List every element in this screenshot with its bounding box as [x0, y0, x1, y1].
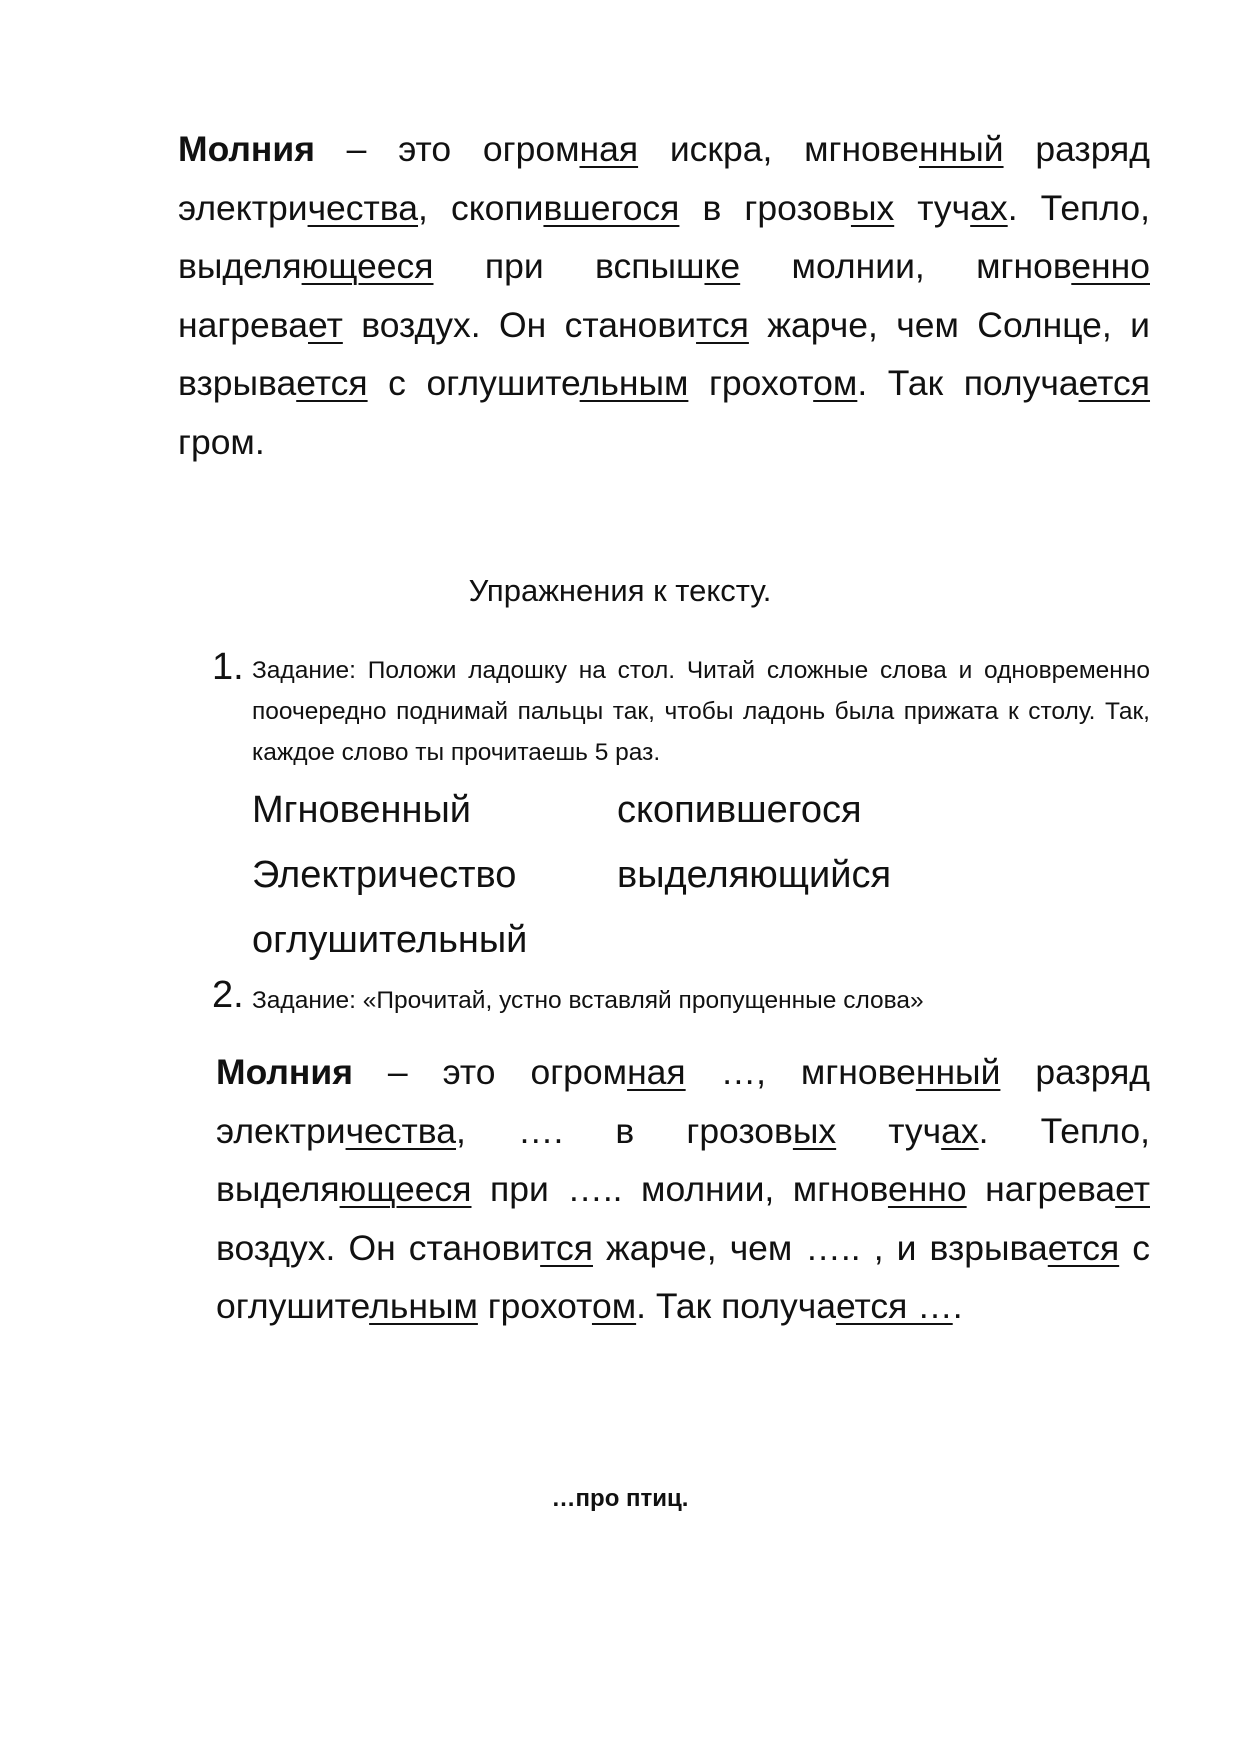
text-segment: . Так получа	[857, 363, 1079, 403]
underlined-ending: ке	[704, 246, 741, 286]
text-segment: . Тепло, выделя	[216, 1110, 1150, 1209]
text-segment: туч	[836, 1110, 942, 1151]
text-segment: искра, мгнове	[638, 129, 919, 169]
task-2-text: Задание: «Прочитай, устно вставляй пропущенные слова»	[252, 987, 924, 1014]
text-segment: …, мгнове	[685, 1052, 916, 1092]
underlined-ending: ет	[1115, 1169, 1150, 1209]
underlined-ending: ет	[308, 304, 343, 345]
text-segment: туч	[894, 187, 971, 228]
text-segment: в грозов	[679, 187, 851, 228]
text-segment: при ….. молнии, мгнов	[471, 1169, 888, 1209]
text-segment: гром.	[178, 421, 265, 462]
word-item: Мгновенный	[252, 789, 472, 831]
text-segment: с оглушите	[216, 1227, 1150, 1326]
underlined-ending: льным	[579, 363, 689, 403]
underlined-ending: ых	[850, 187, 895, 228]
word-item: выделяющийся	[617, 854, 892, 896]
underlined-ending: ется	[1047, 1227, 1120, 1268]
text-segment: нагрева	[178, 304, 308, 345]
underlined-ending: ом	[813, 363, 858, 403]
text-segment: , …. в грозов	[456, 1110, 793, 1151]
text-segment: разряд электри	[178, 129, 1150, 228]
underlined-ending: ых	[792, 1110, 837, 1151]
text-segment: , скопи	[418, 187, 544, 228]
text-segment: при вспыш	[433, 246, 705, 286]
text-segment: – это огром	[352, 1052, 628, 1092]
underlined-ending: льным	[369, 1286, 478, 1326]
underlined-ending: ах	[941, 1110, 979, 1151]
text-segment: грохот	[477, 1286, 592, 1326]
text-segment: грохот	[688, 363, 814, 403]
underlined-ending: нный	[915, 1052, 1001, 1092]
text-segment: . Тепло, выделя	[178, 187, 1151, 286]
underlined-ending: ется	[296, 363, 368, 403]
underlined-ending: ом	[591, 1286, 637, 1326]
underlined-ending: тся	[696, 304, 749, 345]
underlined-ending: ется	[1078, 363, 1151, 403]
underlined-ending: чества	[345, 1110, 457, 1151]
underlined-ending: енно	[887, 1169, 967, 1209]
footer-note: …про птиц.	[551, 1485, 689, 1512]
underlined-ending: ная	[579, 129, 639, 169]
task-2-number: 2.	[212, 974, 244, 1016]
main-title-word: Молния	[178, 129, 315, 169]
word-item: оглушительный	[252, 919, 528, 961]
underlined-ending: ная	[627, 1052, 686, 1092]
text-segment: жарче, чем Солнце, и взрыва	[178, 304, 1151, 403]
underlined-ending: ющееся	[301, 246, 434, 286]
underlined-ending: вшегося	[543, 187, 680, 228]
underlined-ending: чества	[307, 187, 419, 228]
text-segment: – это огром	[314, 129, 580, 169]
exercises-heading: Упражнения к тексту.	[468, 573, 772, 608]
text-segment: воздух. Он станови	[342, 304, 697, 345]
word-item: скопившегося	[617, 789, 862, 831]
text-segment: с оглушите	[367, 363, 580, 403]
word-item: Электричество	[252, 854, 517, 896]
text-segment: разряд электри	[216, 1052, 1151, 1151]
main-paragraph	[178, 120, 1150, 471]
underlined-ending: ах	[970, 187, 1008, 228]
task-1-text: Задание: Положи ладошку на стол. Читай сложные слова и одновременно поочередно поднимай пальцы так, чтобы ладонь была прижата к столу. Так, каждое слово ты прочитаешь 5 раз.	[252, 657, 1150, 766]
task-1-number: 1.	[212, 646, 244, 688]
gap-fill-paragraph	[216, 1043, 1150, 1336]
underlined-ending: тся	[540, 1227, 593, 1268]
underlined-ending: ющееся	[339, 1169, 472, 1209]
underlined-ending: ется …	[835, 1286, 953, 1326]
underlined-ending: енно	[1071, 246, 1150, 286]
text-segment: воздух. Он станови	[216, 1227, 541, 1268]
gap-title-word: Молния	[216, 1052, 353, 1092]
text-segment: .	[952, 1286, 963, 1326]
underlined-ending: нный	[919, 129, 1004, 169]
text-segment: нагрева	[966, 1169, 1116, 1209]
text-segment: жарче, чем ….. , и взрыва	[592, 1227, 1048, 1268]
text-segment: . Так получа	[636, 1286, 836, 1326]
text-segment: молнии, мгнов	[740, 246, 1072, 286]
